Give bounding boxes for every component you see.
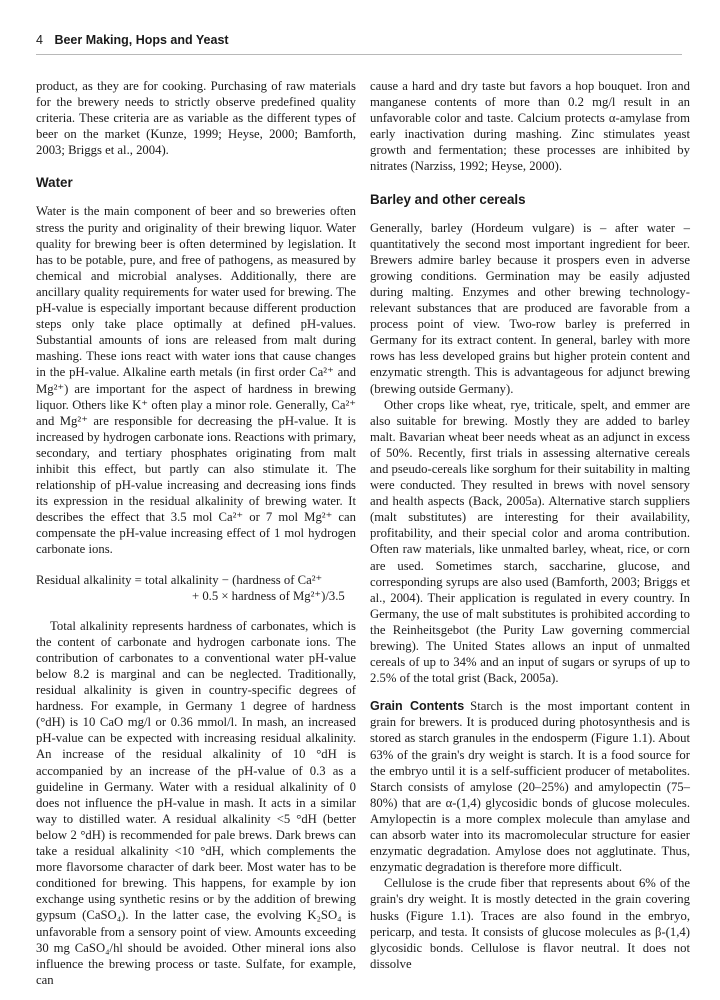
barley-paragraph-2: Other crops like wheat, rye, triticale, spelt, and emmer are also suitable for brewing. Mostly they are added to barley malt. Bavarian wheat beer needs wheat as an adjunct in excess of 50%. Recently, first trials in assessing alternative cereals and pseudo-cereals like sorghum for their suitability in malting were conducted. They resulted in brews with novel sensory and health aspects (Back, 2005a). Alternative starch suppliers (malt substitutes) are interesting for their availability, profitability, and their special color and aroma contribution. Often raw materials, like unmalted barley, wheat, rice, or corn are used. Sometimes starch, saccharine, glucose, and corresponding syrups are also used (Bamforth, 2003; Briggs et al., 2004). Their application is regulated in every country. In Germany, the use of malt substitutes is prohibited according to the Reinheitsgebot (the Purity Law governing commercial brewing). The United States allows an input of unmalted cereals of up to 34% and an input of sugars or syrups of up to 2.5% of the total grist (Back, 2005a). bbox=[370, 397, 690, 686]
water-paragraph-2: Total alkalinity represents hardness of carbonates, which is the content of carbonate and hydrogen carbonate ions. The contribution of carbonates to a conventional water pH-value below 8.2 is marginal and can be neglected. Traditionally, residual alkalinity is given in country-specific degrees of hardness. For example, in Germany 1 degree of hardness (°dH) is 10 CaO mg/l or 0.36 mmol/l. In mash, an increased pH-value can be expected with increasing residual alkalinity. An increase of the residual alkalinity of 10 °dH is accompanied by an increase of the pH-value of 0.3 as a guideline in Germany. Water with a residual alkalinity of 0 does not influence the pH-value in mash. It acts in a similar way to distilled water. A residual alkalinity <5 °dH (better below 2 °dH) is recommended for pale brews. Dark brews can take a residual alkalinity <10 °dH, which complements the more flavorsome character of dark beer. Most water has to be conditioned for brewing. This happens, for example by ion exchange using synthetic resins or by the addition of brewing gypsum (CaSO₄). In the latter case, the evolving K₂SO₄ is unfavorable from a sensory point of view. Amounts exceeding 30 mg CaSO₄/hl should be avoided. Other mineral ions also influence the brewing process or taste. Sulfate, for example, can bbox=[36, 618, 356, 987]
left-column bbox=[36, 78, 356, 988]
grain-contents-paragraph bbox=[370, 698, 690, 875]
cellulose-paragraph: Cellulose is the crude fiber that represents about 6% of the grain's dry weight. It is mostly detected in the grain covering husks (Figure 1.1). Traces are also found in the embryo, pericarp, and testa. It consists of glucose molecules as β-(1,4) glycosidic bonds. Cellulose is flavor neutral. It does not dissolve bbox=[370, 876, 690, 971]
intro-paragraph: product, as they are for cooking. Purchasing of raw materials for the brewery needs to strictly observe predefined quality criteria. These criteria are as variable as the different types of beer on the market (Kunze, 1999; Heyse, 2000; Bamforth, 2003; Briggs et al., 2004). bbox=[36, 79, 356, 158]
formula-line-1: Residual alkalinity = total alkalinity − (hardness of Ca²⁺ bbox=[36, 572, 323, 587]
running-header bbox=[36, 32, 682, 55]
right-column bbox=[370, 78, 690, 972]
heading-water: Water bbox=[36, 175, 73, 191]
runin-heading-grain-contents: Grain Contents bbox=[370, 699, 465, 714]
water-paragraph-1: Water is the main component of beer and so breweries often stress the purity and originality of their brewing liquor. Water quality for brewing beer is often determined by legislation. It has to be potable, pure, and free of pathogens, as measured by chemical and microbial analyses. Additionally, there are ancillary quality requirements for water used for brewing. The pH-value is especially important because different production steps only take place optimally at defined pH-values. Substantial amounts of ions are released from malt during mashing. These ions react with water ions that cause changes in the pH-value. Alkaline earth metals (in first order Ca²⁺ and Mg²⁺) are important for the aspect of hardness in brewing liquor. Others like K⁺ often play a minor role. Generally, Ca²⁺ and Mg²⁺ are responsible for decreasing the pH-value. It is increased by hydrogen carbonate ions. Reactions with primary, secondary, and tertiary phosphates originating from malt inhibit this effect, but partly can also stimulate it. The relationship of pH-value increasing and decreasing ions finds its expression in the residual alkalinity of brewing water. It describes the effect that 3.5 mol Ca²⁺ or 7 mol Mg²⁺ can compensate the pH-value increasing effect of 1 mol hydrogen carbonate ions. bbox=[36, 204, 356, 557]
formula-line-2: + 0.5 × hardness of Mg²⁺)/3.5 bbox=[192, 588, 345, 603]
barley-paragraph-1: Generally, barley (Hordeum vulgare) is – after water – quantitatively the second most important ingredient for beer. Brewers admire barley because it prospers even in adverse growing conditions. Germination may be easily adjusted during malting. Enzymes and other brewing technology-relevant substances that are produced are favorable from a process point of view. Two-row barley is preferred in Germany for its extract content. In general, barley with more rows has less developed grains but higher protein content and enzymatic strength. This is advantageous for adjunct brewing (brewing outside Germany). bbox=[370, 220, 690, 396]
page-number: 4 bbox=[36, 33, 43, 47]
heading-barley: Barley and other cereals bbox=[370, 191, 526, 207]
grain-contents-text: Starch is the most important content in grain for brewers. It is produced during photosynthesis and is stored as starch granules in the endosperm (Figure 1.1). About 63% of the grain's dry weight is starch. It is a food source for the embryo until it is a self-sufficient producer of metabolites. Starch consists of amylose (20–25%) and amylopectin (75–80%) that are α-(1,4) glycosidic bonds of glucose molecules. Amylopectin is a more complex molecule than amylase and can absorb water into its macromolecular structure for easier enzymatic degradation. Amylose does not agglutinate. Thus, enzymatic degradation is therefore more difficult. bbox=[370, 699, 690, 875]
residual-alkalinity-formula bbox=[36, 572, 356, 604]
running-title: Beer Making, Hops and Yeast bbox=[54, 33, 229, 47]
continued-paragraph: cause a hard and dry taste but favors a hop bouquet. Iron and manganese contents of more than 0.2 mg/l result in an unfavorable color and taste. Calcium protects α-amylase from early inactivation during mashing. Zinc stimulates yeast growth and fermentation; these processes are inhibited by nitrates (Narziss, 1992; Heyse, 2000). bbox=[370, 79, 690, 174]
